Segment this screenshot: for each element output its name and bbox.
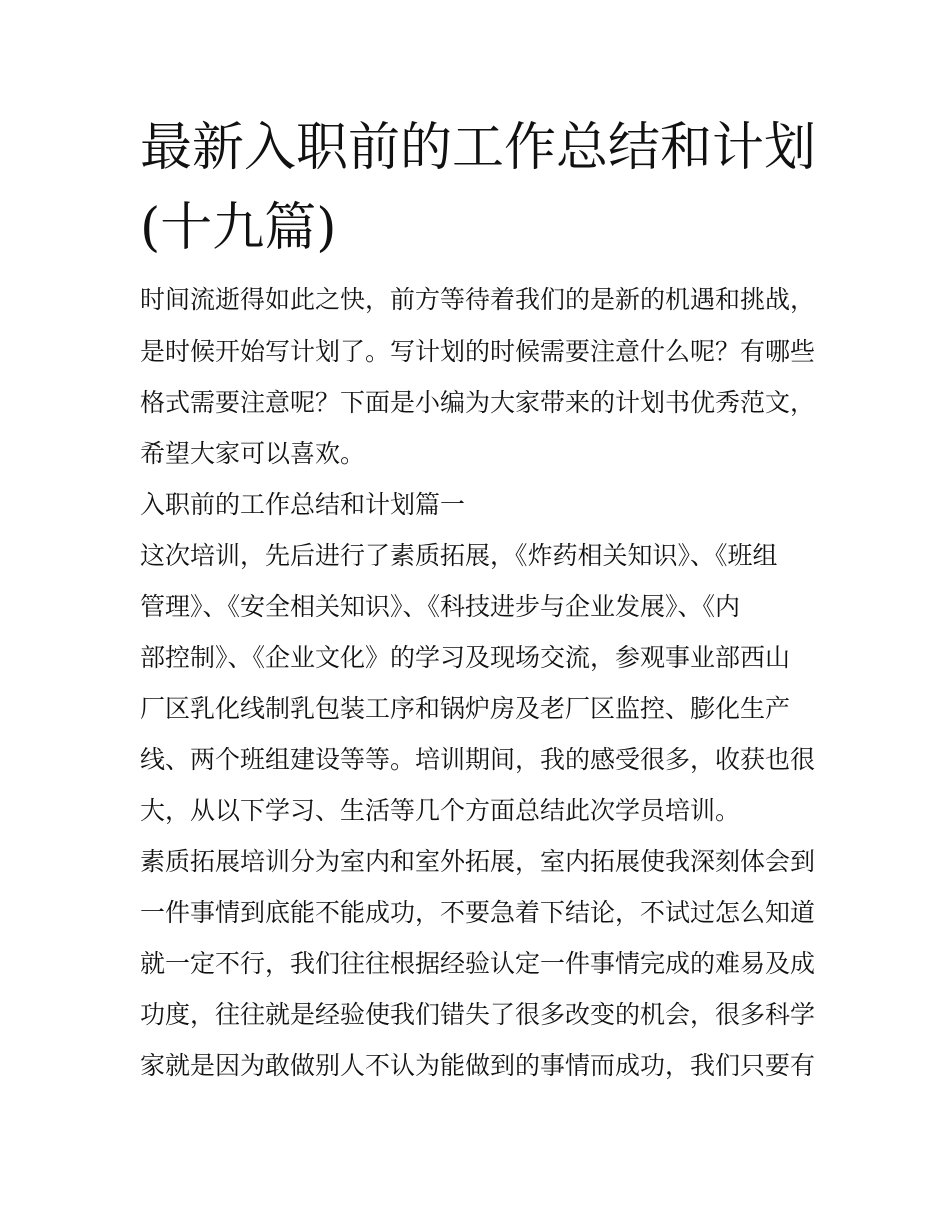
paragraph2-line-5: 家就是因为敢做别人不认为能做到的事情而成功，我们只要有	[140, 1051, 816, 1080]
section-heading: 入职前的工作总结和计划篇一	[140, 490, 466, 519]
document-title-line-2: (十九篇)	[140, 198, 337, 258]
paragraph1-line-2: 管理》、《安全相关知识》、《科技进步与企业发展》、《内	[140, 592, 741, 621]
intro-line-1: 时间流逝得如此之快，前方等待着我们的是新的机遇和挑战，	[140, 285, 816, 314]
paragraph2-line-2: 一件事情到底能不能成功，不要急着下结论，不试过怎么知道	[140, 898, 816, 927]
paragraph1-line-5: 线、两个班组建设等等。培训期间，我的感受很多，收获也很	[140, 745, 816, 774]
paragraph1-line-4: 厂区乳化线制乳包装工序和锅炉房及老厂区监控、膨化生产	[140, 694, 791, 723]
intro-line-3: 格式需要注意呢？下面是小编为大家带来的计划书优秀范文，	[140, 388, 816, 417]
document-title-line-1: 最新入职前的工作总结和计划	[140, 118, 817, 178]
paragraph1-line-3: 部控制》、《企业文化》的学习及现场交流，参观事业部西山	[140, 643, 791, 672]
paragraph2-line-1: 素质拓展培训分为室内和室外拓展，室内拓展使我深刻体会到	[140, 847, 816, 876]
paragraph1-line-6: 大，从以下学习、生活等几个方面总结此次学员培训。	[140, 796, 741, 825]
paragraph2-line-4: 功度，往往就是经验使我们错失了很多改变的机会，很多科学	[140, 1000, 816, 1029]
intro-line-4: 希望大家可以喜欢。	[140, 439, 366, 468]
paragraph2-line-3: 就一定不行，我们往往根据经验认定一件事情完成的难易及成	[140, 949, 816, 978]
paragraph1-line-1: 这次培训，先后进行了素质拓展，《炸药相关知识》、《班组	[140, 541, 778, 570]
intro-line-2: 是时候开始写计划了。写计划的时候需要注意什么呢？有哪些	[140, 337, 816, 366]
